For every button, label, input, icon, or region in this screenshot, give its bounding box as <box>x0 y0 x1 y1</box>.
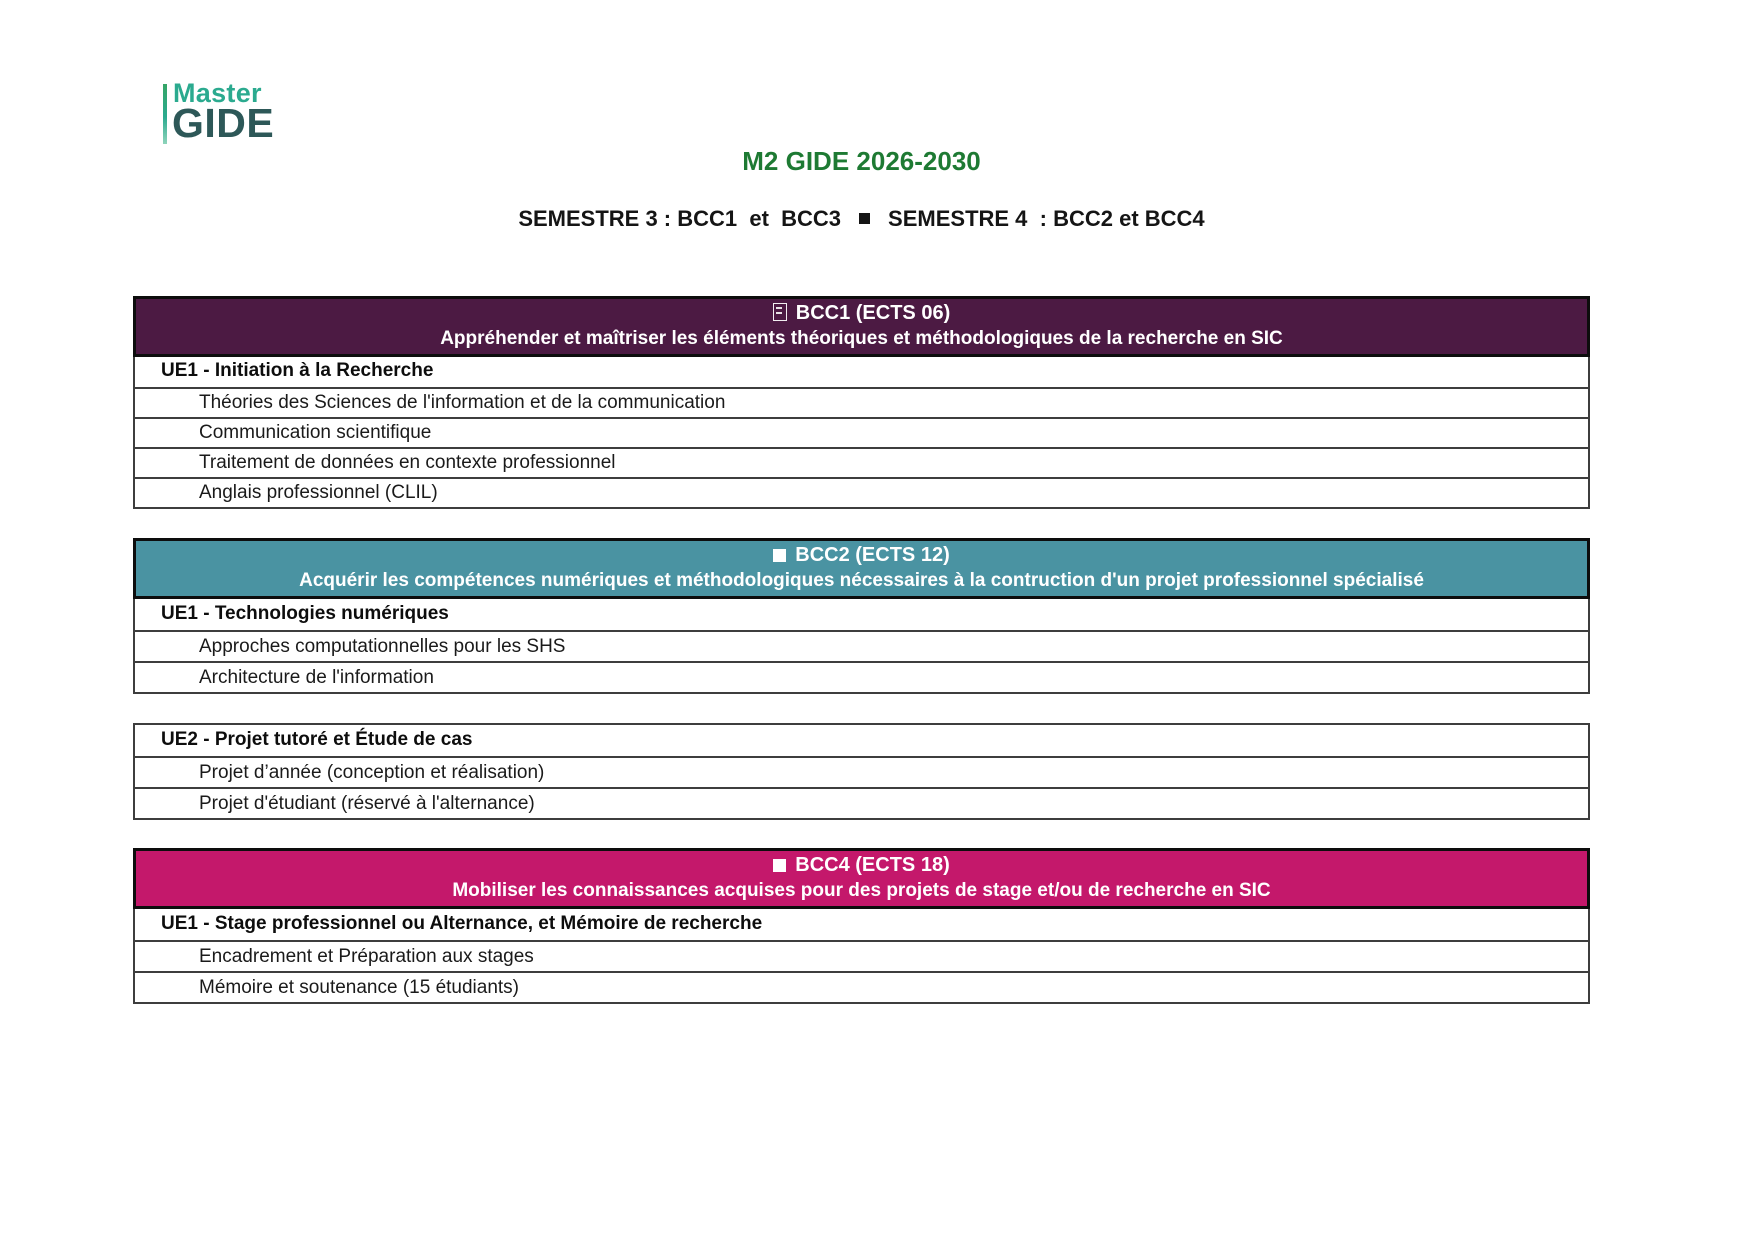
bcc2-body <box>133 599 1590 694</box>
bcc4-header-subtitle: Mobiliser les connaissances acquises pour des projets de stage et/ou de recherche en SIC <box>452 880 1271 901</box>
table-row: UE1 - Initiation à la Recherche <box>135 357 1588 387</box>
table-bcc4 <box>133 848 1590 1004</box>
table-row: Communication scientifique <box>135 417 1588 447</box>
table-row: Mémoire et soutenance (15 étudiants) <box>135 971 1588 1002</box>
bcc1-header <box>133 296 1590 357</box>
white-square-icon <box>773 549 786 562</box>
table-row: Anglais professionnel (CLIL) <box>135 477 1588 507</box>
bcc2-header <box>133 538 1590 599</box>
table-row: UE1 - Technologies numériques <box>135 599 1588 630</box>
page-title: M2 GIDE 2026-2030 <box>742 146 981 176</box>
table-row: Architecture de l'information <box>135 661 1588 692</box>
bcc1-header-subtitle: Appréhender et maîtriser les éléments théoriques et méthodologiques de la recherche en SIC <box>440 328 1283 349</box>
master-gide-logo <box>163 80 323 150</box>
bcc2-header-subtitle: Acquérir les compétences numériques et méthodologiques nécessaires à la contruction d'un projet professionnel spécialisé <box>299 570 1424 591</box>
logo-text-master: Master <box>173 78 262 108</box>
bcc4-header-title-line <box>146 853 1577 878</box>
logo-accent-bar <box>163 84 167 144</box>
semester-heading <box>133 206 1590 232</box>
logo-text-gide: GIDE <box>172 100 275 146</box>
bcc1-header-title-line <box>146 301 1577 326</box>
bcc4-header-title: BCC4 (ECTS 18) <box>795 854 950 876</box>
ue2-body <box>133 723 1590 820</box>
bcc1-header-title: BCC1 (ECTS 06) <box>795 302 951 324</box>
black-square-bullet-icon <box>859 213 870 224</box>
bcc1-body <box>133 357 1590 509</box>
table-row: Encadrement et Préparation aux stages <box>135 940 1588 971</box>
table-row: Projet d’année (conception et réalisation) <box>135 756 1588 787</box>
table-bcc2 <box>133 538 1590 694</box>
table-row: UE2 - Projet tutoré et Étude de cas <box>135 725 1588 756</box>
table-row: Théories des Sciences de l'information et de la communication <box>135 387 1588 417</box>
bcc2-header-title: BCC2 (ECTS 12) <box>795 544 950 566</box>
bcc2-header-title-line <box>146 543 1577 568</box>
missing-glyph-icon <box>773 303 787 321</box>
table-row: Traitement de données en contexte professionnel <box>135 447 1588 477</box>
semester-3-label: SEMESTRE 3 : BCC1 et BCC3 <box>518 206 842 231</box>
table-row: Approches computationnelles pour les SHS <box>135 630 1588 661</box>
table-row: UE1 - Stage professionnel ou Alternance, et Mémoire de recherche <box>135 909 1588 940</box>
table-ue2 <box>133 723 1590 820</box>
bcc4-header <box>133 848 1590 909</box>
white-square-icon <box>773 859 786 872</box>
table-row: Projet d'étudiant (réservé à l'alternance) <box>135 787 1588 818</box>
table-bcc1 <box>133 296 1590 509</box>
bcc4-body <box>133 909 1590 1004</box>
semester-4-label: SEMESTRE 4 : BCC2 et BCC4 <box>888 206 1205 231</box>
